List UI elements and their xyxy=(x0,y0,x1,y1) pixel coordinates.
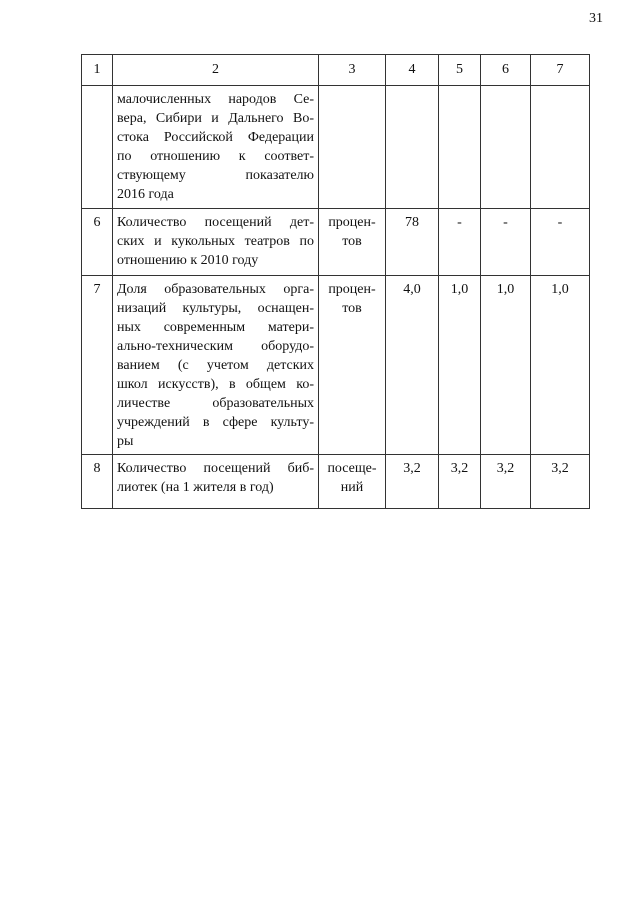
unit-line: тов xyxy=(342,234,362,249)
header-cell: 3 xyxy=(319,55,386,86)
unit-line: процен- xyxy=(328,215,376,230)
row-number: 7 xyxy=(82,276,113,455)
header-cell: 7 xyxy=(531,55,590,86)
table-header-row xyxy=(82,55,590,86)
description-line: по отношению к соответ- xyxy=(117,149,314,164)
value-cell xyxy=(481,86,531,209)
value-cell: - xyxy=(439,209,481,276)
value-cell: 1,0 xyxy=(439,276,481,455)
unit-cell xyxy=(319,209,386,276)
unit-line: процен- xyxy=(328,282,376,297)
description-line: Количество посещений биб- xyxy=(117,461,314,476)
indicator-description xyxy=(113,276,319,455)
value-cell xyxy=(386,86,439,209)
description-line: личестве образовательных xyxy=(117,396,314,411)
unit-line: посеще- xyxy=(327,461,377,476)
description-line: ванием (с учетом детских xyxy=(117,358,314,373)
table-row xyxy=(82,455,590,509)
description-line: ных современным матери- xyxy=(117,320,314,335)
unit-cell xyxy=(319,276,386,455)
description-line: низаций культуры, оснащен- xyxy=(117,301,314,316)
value-cell xyxy=(531,86,590,209)
value-cell: - xyxy=(531,209,590,276)
description-line: учреждений в сфере культу- xyxy=(117,415,314,430)
description-line: стока Российской Федерации xyxy=(117,130,314,145)
description-line: 2016 года xyxy=(117,187,174,202)
unit-line: тов xyxy=(342,301,362,316)
value-cell: 78 xyxy=(386,209,439,276)
value-cell: 1,0 xyxy=(481,276,531,455)
description-line: ры xyxy=(117,434,134,449)
indicator-description xyxy=(113,86,319,209)
indicator-description xyxy=(113,455,319,509)
description-line: ских и кукольных театров по xyxy=(117,234,314,249)
table-row xyxy=(82,209,590,276)
value-cell: 1,0 xyxy=(531,276,590,455)
description-line: лиотек (на 1 жителя в год) xyxy=(117,480,274,495)
value-cell: 3,2 xyxy=(481,455,531,509)
description-line: школ искусств), в общем ко- xyxy=(117,377,314,392)
header-cell: 5 xyxy=(439,55,481,86)
description-line: Количество посещений дет- xyxy=(117,215,314,230)
row-number: 8 xyxy=(82,455,113,509)
value-cell: 3,2 xyxy=(439,455,481,509)
value-cell: - xyxy=(481,209,531,276)
indicators-table xyxy=(81,54,590,509)
row-number xyxy=(82,86,113,209)
unit-line: ний xyxy=(340,480,364,495)
value-cell: 4,0 xyxy=(386,276,439,455)
row-number: 6 xyxy=(82,209,113,276)
header-cell: 1 xyxy=(82,55,113,86)
unit-cell xyxy=(319,86,386,209)
value-cell: 3,2 xyxy=(386,455,439,509)
description-line: вера, Сибири и Дальнего Во- xyxy=(117,111,314,126)
header-cell: 2 xyxy=(113,55,319,86)
table-row xyxy=(82,86,590,209)
description-line: малочисленных народов Се- xyxy=(117,92,314,107)
value-cell: 3,2 xyxy=(531,455,590,509)
header-cell: 4 xyxy=(386,55,439,86)
header-cell: 6 xyxy=(481,55,531,86)
indicator-description xyxy=(113,209,319,276)
description-line: ствующему показателю xyxy=(117,168,314,183)
description-line: ально-техническим оборудо- xyxy=(117,339,314,354)
table-row xyxy=(82,276,590,455)
description-line: Доля образовательных орга- xyxy=(117,282,314,297)
unit-cell xyxy=(319,455,386,509)
value-cell xyxy=(439,86,481,209)
page-number: 31 xyxy=(589,11,603,26)
description-line: отношению к 2010 году xyxy=(117,253,259,268)
